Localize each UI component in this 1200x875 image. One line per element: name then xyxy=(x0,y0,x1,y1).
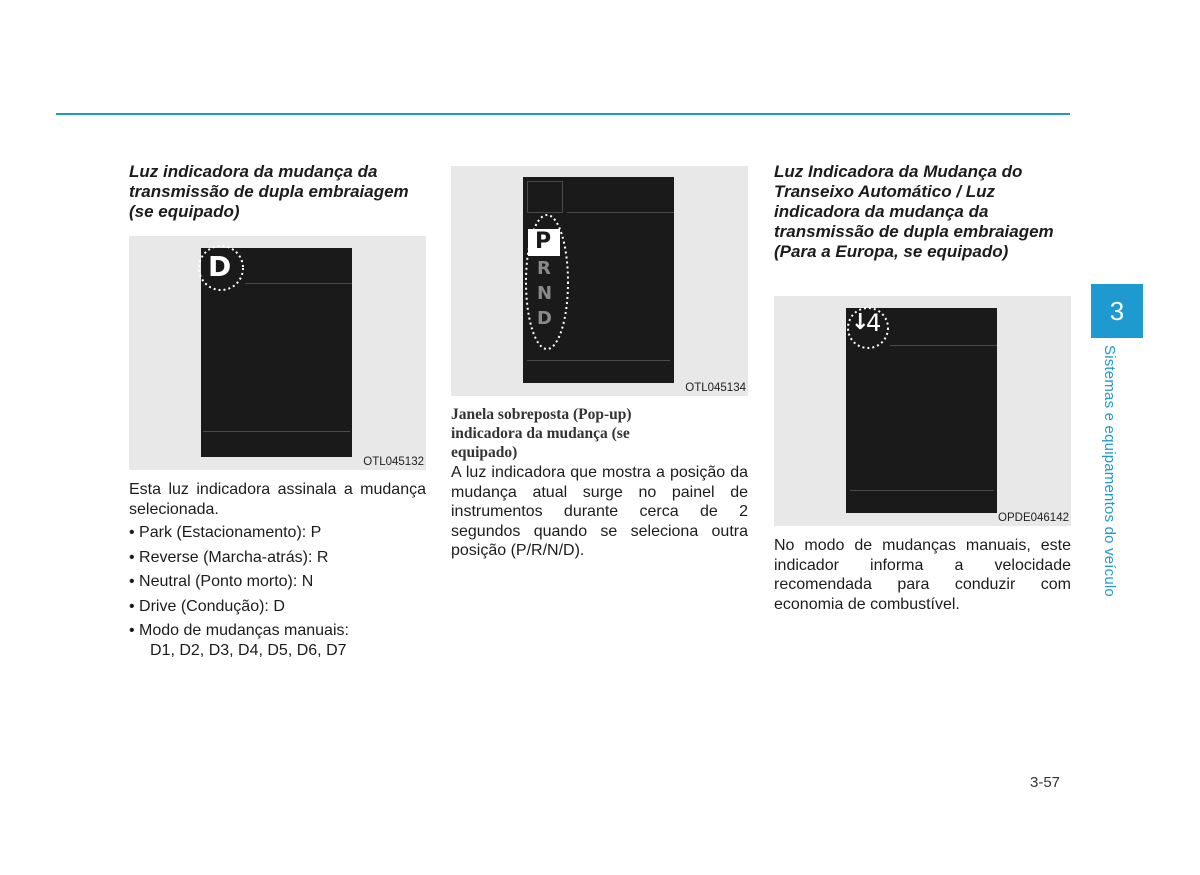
top-divider xyxy=(56,113,1070,115)
column-gear-indicator xyxy=(129,160,426,665)
gear-r: R xyxy=(537,258,551,279)
figure-code: OPDE046142 xyxy=(998,512,1069,524)
panel-line-top xyxy=(890,345,997,346)
panel-line-bottom xyxy=(203,431,350,432)
section-heading-dct-indicator: Luz indicadora da mudança da transmissão de dupla embraiagem (se equipado) xyxy=(129,162,409,221)
gear-indicator-d: D xyxy=(208,250,232,283)
panel-line-bottom xyxy=(527,360,670,361)
chapter-number-tab: 3 xyxy=(1091,284,1143,338)
figure-caption: Janela sobreposta (Pop-up) indicadora da mudança (se equipado) xyxy=(451,406,632,461)
gear-n: N xyxy=(537,283,553,304)
intro-text: Esta luz indicadora assinala a mudança selecionada. xyxy=(129,481,426,518)
list-item: • Park (Estacionamento): P xyxy=(129,524,322,541)
panel-corner-box xyxy=(527,181,563,213)
body-text: A luz indicadora que mostra a posição da mudança atual surge no painel de instrumentos durante cerca de 2 segundos quando se seleciona outra posição (P/R/N/D). xyxy=(451,464,748,559)
manual-modes-values: D1, D2, D3, D4, D5, D6, D7 xyxy=(150,641,347,659)
gear-d: D xyxy=(537,308,552,329)
figure-code: OTL045132 xyxy=(363,456,424,468)
list-item: • Reverse (Marcha-atrás): R xyxy=(129,548,329,566)
body-text: No modo de mudanças manuais, este indicador informa a velocidade recomendada para conduzir com economia de combustível. xyxy=(774,537,1071,613)
list-item-label: • Modo de mudanças manuais: xyxy=(129,622,349,639)
panel-line-top xyxy=(567,212,674,213)
list-item: • Neutral (Ponto morto): N xyxy=(129,573,314,590)
gear-p: P xyxy=(535,229,552,254)
panel-line-top xyxy=(245,283,352,284)
chapter-title: Sistemas e equipamentos do veículo xyxy=(1101,345,1118,597)
column-manual-indicator xyxy=(774,160,1071,614)
panel-line-bottom xyxy=(850,490,994,491)
figure-code: OTL045134 xyxy=(685,382,746,394)
page-number: 3-57 xyxy=(1030,774,1061,791)
chapter-title-vertical xyxy=(1101,345,1138,615)
highlight-oval-icon xyxy=(523,212,571,352)
figure-dct-indicator xyxy=(129,236,426,470)
list-item: • Drive (Condução): D xyxy=(129,597,285,615)
shift-down-arrow-icon: ↓ xyxy=(851,310,870,335)
figure-popup-indicator xyxy=(451,166,748,396)
section-heading-auto-indicator: Luz Indicadora da Mudança do Transeixo Automático / Luz indicadora da mudança da transmissão de dupla embraiagem (Para a Europa, se equipado) xyxy=(774,162,1054,261)
recommended-gear-4: 4 xyxy=(866,309,882,337)
gear-list xyxy=(129,523,426,660)
column-popup-indicator xyxy=(451,166,748,561)
list-item xyxy=(129,621,426,660)
figure-manual-indicator xyxy=(774,296,1071,526)
